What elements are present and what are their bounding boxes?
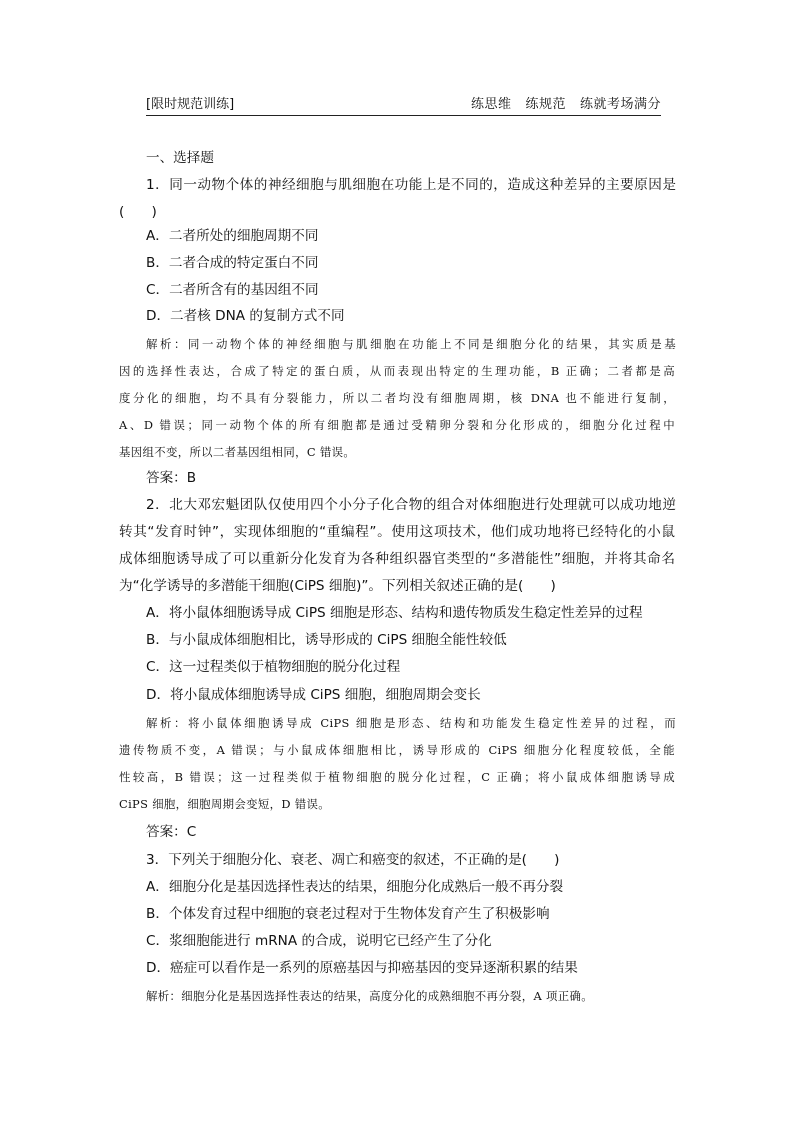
q3-stem: 3．下列关于细胞分化、衰老、凋亡和癌变的叙述，不正确的是( ) [146, 852, 560, 868]
q2-explanation-line-1: 解析：将小鼠体细胞诱导成 CiPS 细胞是形态、结构和功能发生稳定性差异的过程，而 [146, 716, 676, 730]
q2-stem-line-3: 成体细胞诱导成了可以重新分化发育为各种组织器官类型的“多潜能性”细胞，并将其命名 [119, 551, 675, 567]
q3-option-a: A．细胞分化是基因选择性表达的结果，细胞分化成熟后一般不再分裂 [146, 879, 564, 895]
q3-option-b: B．个体发育过程中细胞的衰老过程对于生物体发育产生了积极影响 [146, 906, 550, 922]
q2-stem-line-2: 转其“发育时钟”，实现体细胞的“重编程”。使用这项技术，他们成功地将已经特化的小鼠 [119, 524, 675, 540]
q1-answer: 答案：B [146, 470, 197, 486]
q2-option-b: B．与小鼠成体细胞相比，诱导形成的 CiPS 细胞全能性较低 [146, 632, 507, 648]
slogan-3: 练就考场满分 [579, 97, 661, 112]
q2-explanation-line-4: CiPS 细胞，细胞周期会变短，D 错误。 [119, 797, 331, 811]
header-slogan [457, 96, 661, 114]
q1-explanation-line-3: 度分化的细胞，均不具有分裂能力，所以二者均没有细胞周期，核 DNA 也不能进行复制， [119, 391, 675, 405]
q3-explanation-line-1: 解析：细胞分化是基因选择性表达的结果，高度分化的成熟细胞不再分裂，A 项正确。 [146, 989, 593, 1003]
q1-explanation-line-5: 基因组不变，所以二者基因组相同，C 错误。 [119, 445, 356, 459]
q3-option-c: C．浆细胞能进行 mRNA 的合成，说明它已经产生了分化 [146, 933, 492, 949]
q2-option-d: D．将小鼠成体细胞诱导成 CiPS 细胞，细胞周期会变长 [146, 687, 481, 703]
section-title: 一、选择题 [146, 150, 214, 166]
q3-option-d: D．癌症可以看作是一系列的原癌基因与抑癌基因的变异逐渐积累的结果 [146, 960, 578, 976]
q2-option-a: A．将小鼠体细胞诱导成 CiPS 细胞是形态、结构和遗传物质发生稳定性差异的过程 [146, 605, 643, 621]
slogan-1: 练思维 [470, 97, 512, 112]
q1-option-a: A．二者所处的细胞周期不同 [146, 228, 319, 244]
header-title: [限时规范训练] [146, 97, 235, 112]
q1-stem-line-2: ( ) [119, 204, 157, 220]
q1-explanation-line-1: 解析：同一动物个体的神经细胞与肌细胞在功能上不同是细胞分化的结果，其实质是基 [146, 337, 676, 351]
q2-option-c: C．这一过程类似于植物细胞的脱分化过程 [146, 659, 401, 675]
page-header [146, 96, 661, 116]
q1-option-d: D．二者核 DNA 的复制方式不同 [146, 308, 345, 324]
q2-stem-line-1: 2．北大邓宏魁团队仅使用四个小分子化合物的组合对体细胞进行处理就可以成功地逆 [146, 497, 676, 513]
q2-stem-line-4: 为“化学诱导的多潜能干细胞(CiPS 细胞)”。下列相关叙述正确的是( ) [119, 578, 556, 594]
q2-explanation-line-3: 性较高，B 错误；这一过程类似于植物细胞的脱分化过程，C 正确；将小鼠成体细胞诱导成 [119, 770, 675, 784]
q1-explanation-line-4: A、D 错误；同一动物个体的所有细胞都是通过受精卵分裂和分化形成的，细胞分化过程中 [119, 418, 675, 432]
slogan-2: 练规范 [525, 97, 566, 112]
q2-answer: 答案：C [146, 824, 197, 840]
q1-explanation-line-2: 因的选择性表达，合成了特定的蛋白质，从而表现出特定的生理功能，B 正确；二者都是高 [119, 364, 675, 378]
q1-option-b: B．二者合成的特定蛋白不同 [146, 255, 319, 271]
q1-option-c: C．二者所含有的基因组不同 [146, 282, 319, 298]
q2-explanation-line-2: 遗传物质不变，A 错误；与小鼠成体细胞相比，诱导形成的 CiPS 细胞分化程度较低，全能 [119, 743, 675, 757]
q1-stem-line-1: 1．同一动物个体的神经细胞与肌细胞在功能上是不同的，造成这种差异的主要原因是 [146, 177, 676, 193]
